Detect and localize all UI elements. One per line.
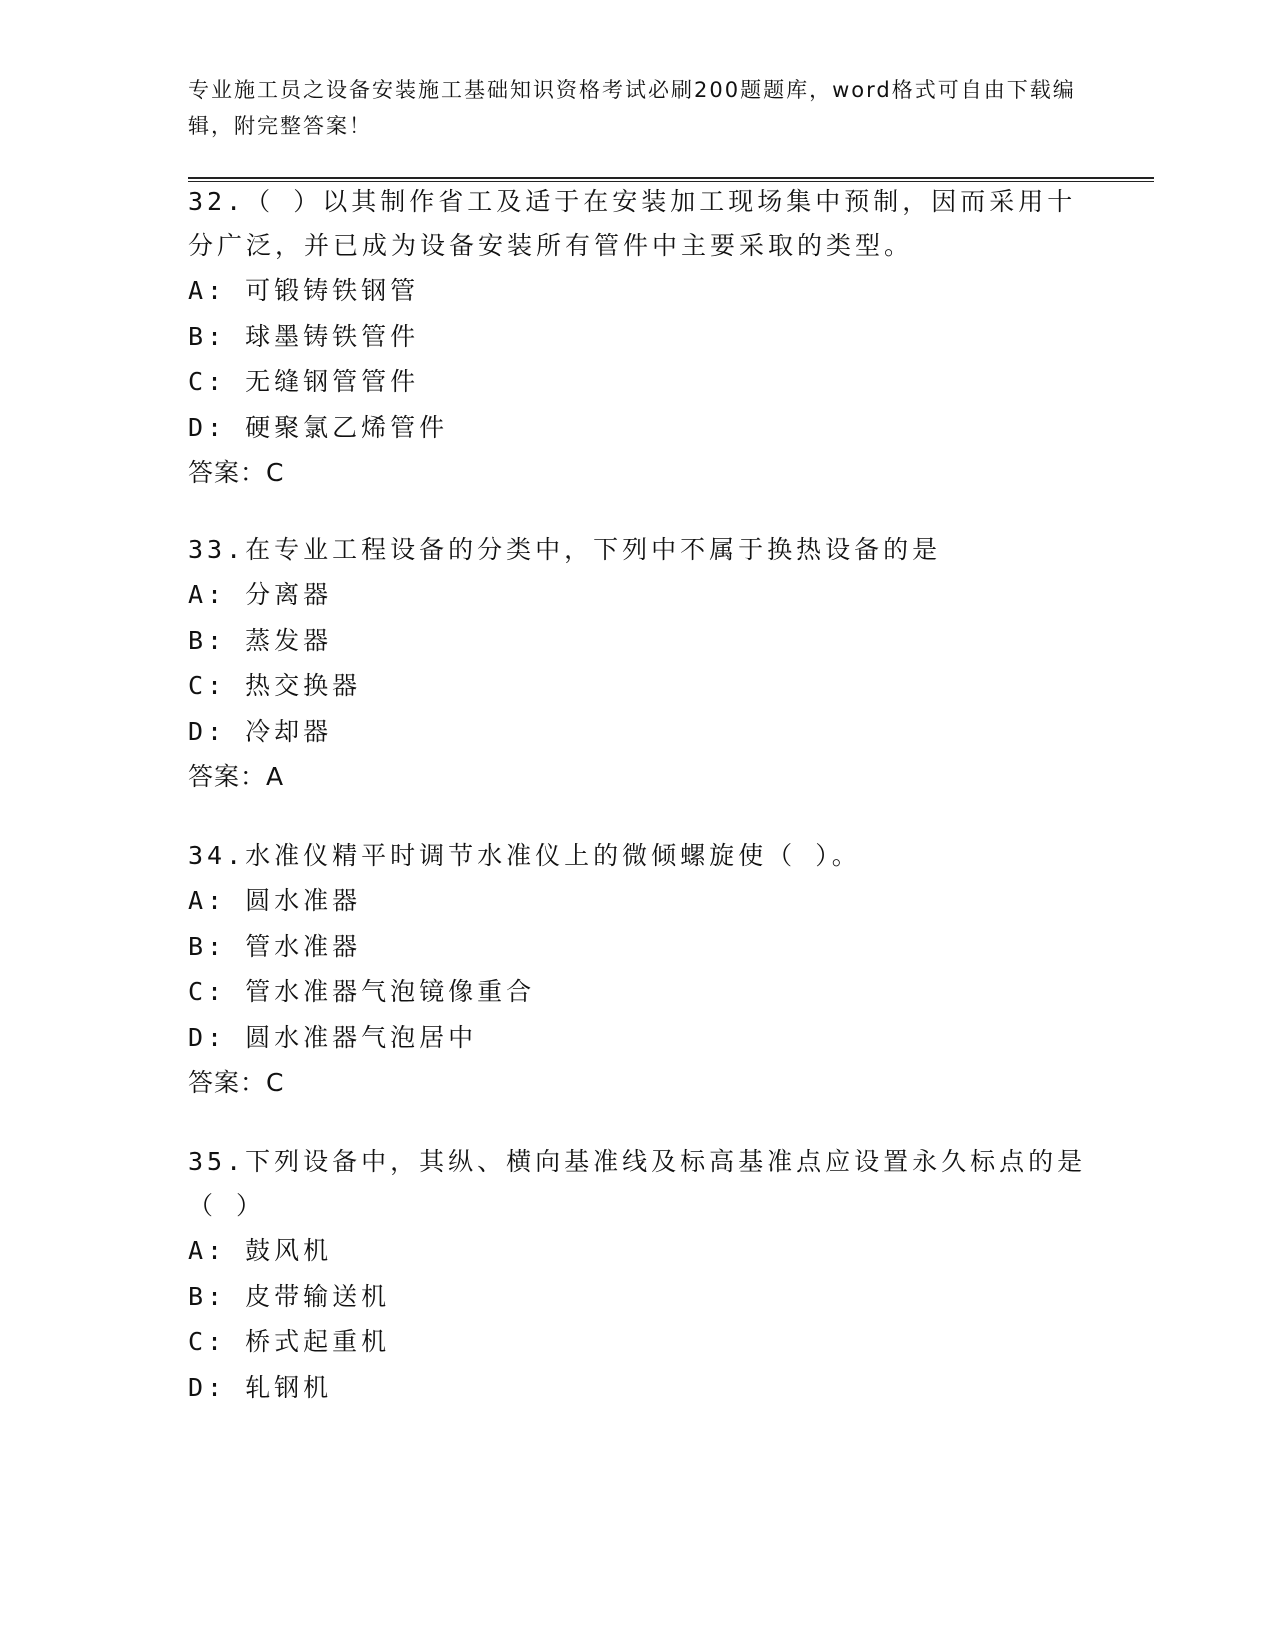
question-stem: 33.在专业工程设备的分类中，下列中不属于换热设备的是 xyxy=(188,535,942,564)
option-d: D: 硬聚氯乙烯管件 xyxy=(188,412,449,442)
option-a: A: 分离器 xyxy=(188,580,333,609)
option-d: D: 圆水准器气泡居中 xyxy=(188,1022,478,1052)
answer-text: 答案：C xyxy=(188,1068,285,1097)
option-c: C: 热交换器 xyxy=(188,671,362,700)
question-34 xyxy=(188,834,1088,1105)
question-32 xyxy=(188,180,1088,495)
answer-text: 答案：A xyxy=(188,762,285,791)
answer-text: 答案：C xyxy=(188,458,285,487)
option-d: D: 冷却器 xyxy=(188,716,333,746)
option-c: C: 管水准器气泡镜像重合 xyxy=(188,977,536,1006)
option-c: C: 桥式起重机 xyxy=(188,1327,391,1356)
question-33 xyxy=(188,528,1088,799)
option-a: A: 可锻铸铁钢管 xyxy=(188,276,420,305)
option-d: D: 轧钢机 xyxy=(188,1372,333,1402)
question-35 xyxy=(188,1140,1088,1410)
question-stem: 32.（ ）以其制作省工及适于在安装加工现场集中预制，因而采用十分广泛，并已成为设备安装所有管件中主要采取的类型。 xyxy=(188,187,1077,260)
option-a: A: 圆水准器 xyxy=(188,886,362,915)
option-b: B: 管水准器 xyxy=(188,931,362,961)
option-b: B: 球墨铸铁管件 xyxy=(188,321,420,351)
option-b: B: 蒸发器 xyxy=(188,625,333,655)
question-stem: 35.下列设备中，其纵、横向基准线及标高基准点应设置永久标点的是（ ） xyxy=(188,1147,1087,1220)
question-stem: 34.水准仪精平时调节水准仪上的微倾螺旋使（ ）。 xyxy=(188,841,861,870)
document-header: 专业施工员之设备安装施工基础知识资格考试必刷200题题库，word格式可自由下载编辑，附完整答案！ xyxy=(188,78,1076,138)
option-a: A: 鼓风机 xyxy=(188,1236,333,1265)
option-b: B: 皮带输送机 xyxy=(188,1281,391,1311)
option-c: C: 无缝钢管管件 xyxy=(188,367,420,396)
